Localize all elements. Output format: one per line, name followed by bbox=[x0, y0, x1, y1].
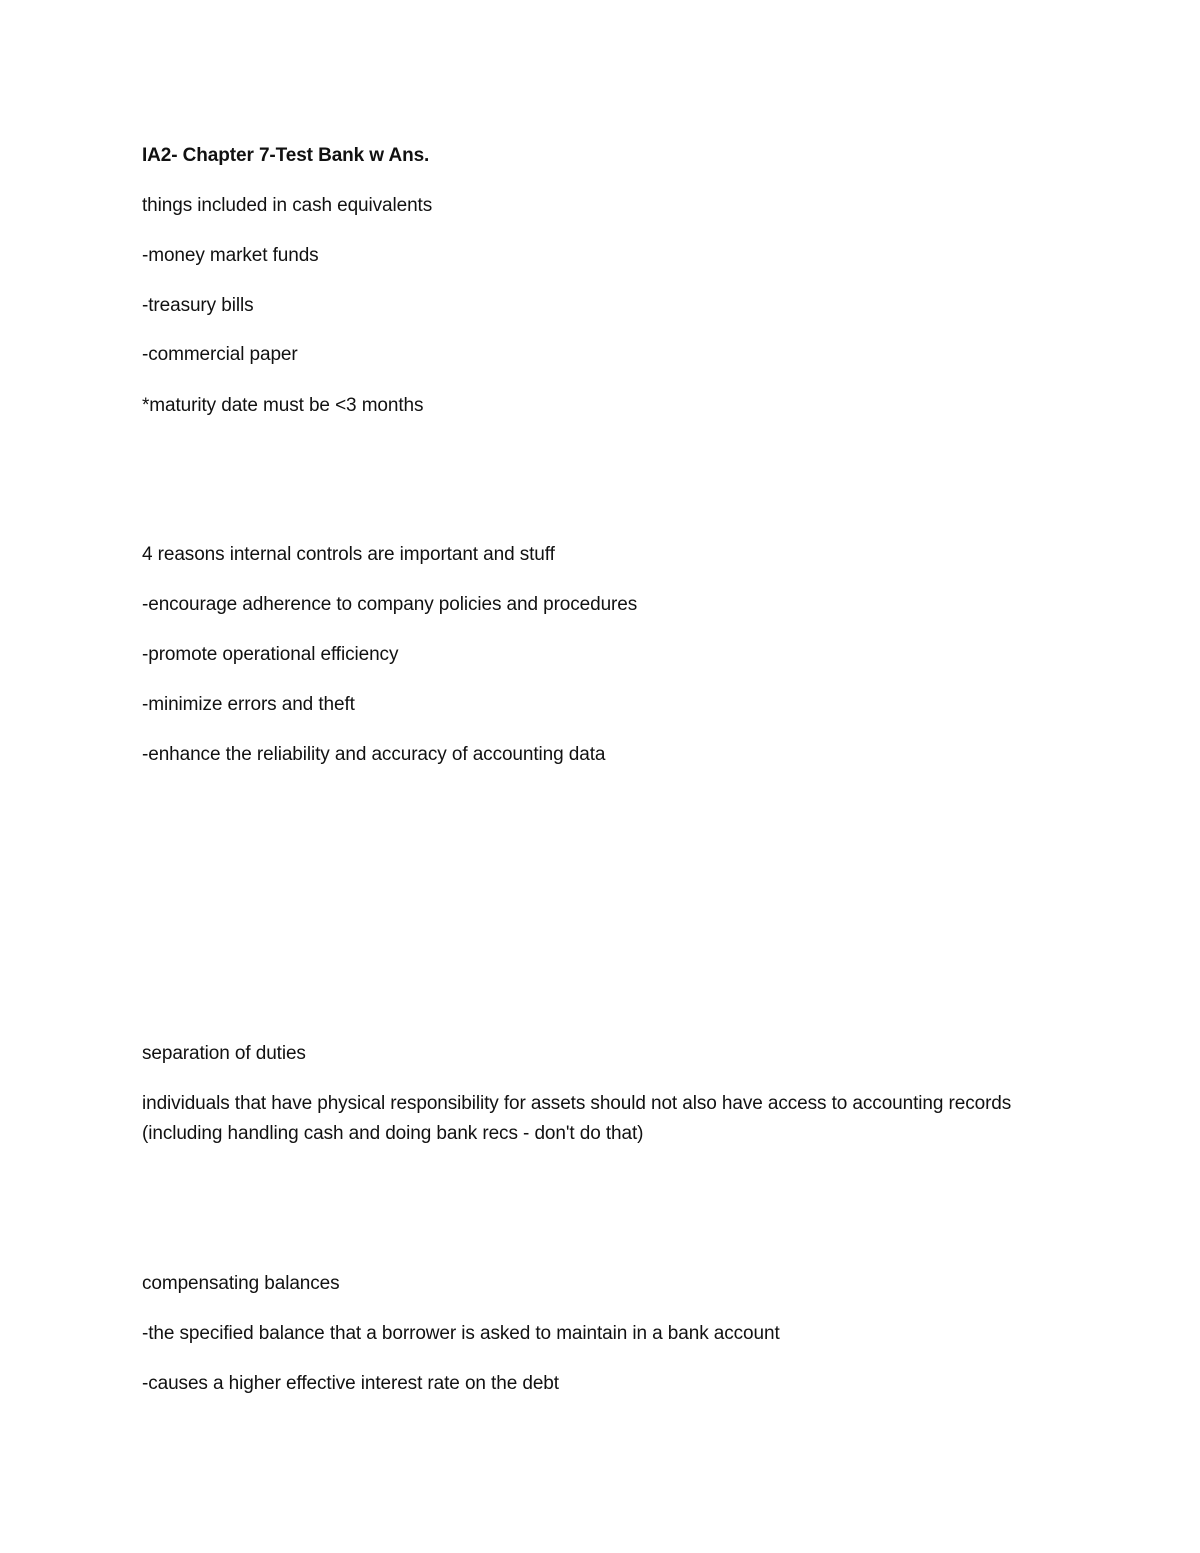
paragraph-line: (including handling cash and doing bank recs - don't do that) bbox=[142, 1123, 644, 1144]
paragraph-line: individuals that have physical responsibility for assets should not also have access to accounting records bbox=[142, 1093, 1012, 1114]
list-item: -minimize errors and theft bbox=[142, 694, 355, 715]
list-item: -treasury bills bbox=[142, 295, 254, 316]
list-item: -the specified balance that a borrower is asked to maintain in a bank account bbox=[142, 1323, 780, 1344]
list-item: -encourage adherence to company policies and procedures bbox=[142, 594, 638, 615]
section-heading-separation-of-duties: separation of duties bbox=[142, 1043, 306, 1064]
note-line: *maturity date must be <3 months bbox=[142, 395, 424, 416]
section-heading-internal-controls: 4 reasons internal controls are important and stuff bbox=[142, 544, 555, 565]
list-item: -money market funds bbox=[142, 245, 319, 266]
list-item: -enhance the reliability and accuracy of accounting data bbox=[142, 744, 606, 765]
section-heading-cash-equivalents: things included in cash equivalents bbox=[142, 195, 433, 216]
document-title: IA2- Chapter 7-Test Bank w Ans. bbox=[142, 145, 430, 166]
list-item: -promote operational efficiency bbox=[142, 644, 399, 665]
section-heading-compensating-balances: compensating balances bbox=[142, 1273, 340, 1294]
list-item: -commercial paper bbox=[142, 344, 298, 365]
list-item: -causes a higher effective interest rate on the debt bbox=[142, 1373, 559, 1394]
